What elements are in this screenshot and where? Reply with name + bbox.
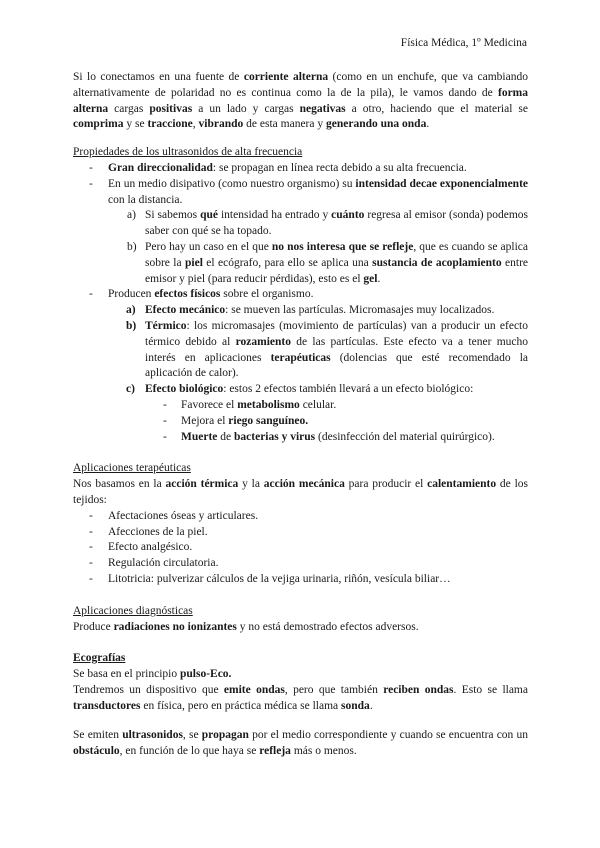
list-item: b) Térmico: los micromasajes (movimiento de partículas) van a producir un efecto térmico debido al rozamiento de las partículas. Este efecto va a tener mucho interés en aplicaciones terapéuticas (dolencias que esté recomendado la aplicación de calor).	[126, 319, 528, 380]
list-item: - Afecciones de la piel.	[73, 525, 528, 541]
list-item: - Favorece el metabolismo celular.	[73, 398, 528, 414]
list-item: c) Efecto biológico: estos 2 efectos también llevará a un efecto biológico:	[73, 382, 528, 398]
list-item: - Regulación circulatoria.	[73, 556, 528, 572]
list-item: - Efecto analgésico.	[73, 540, 528, 556]
letter-marker: b)	[127, 240, 137, 253]
ecografias-paragraph: Tendremos un dispositivo que emite ondas, pero que también reciben ondas. Esto se llama transductores en física, pero en práctica médica se llama sonda.	[73, 683, 528, 712]
terapeuticas-paragraph: Nos basamos en la acción térmica y la acción mecánica para producir el calentamiento de los tejidos:	[73, 478, 528, 506]
paragraph-spacer	[73, 714, 528, 728]
section-title-terapeuticas: Aplicaciones terapéuticas	[73, 462, 191, 475]
section-title-propiedades: Propiedades de los ultrasonidos de alta frecuencia	[73, 146, 303, 159]
intro-paragraph: Si lo conectamos en una fuente de corriente alterna (como en un enchufe, que va cambiando alternativamente de polaridad no es continua como la de la pila), le vamos dando de forma alterna cargas positivas a un lado y cargas negativas a otro, haciendo que el material se comprima y se traccione, vibrando de esta manera y generando una onda.	[73, 71, 528, 131]
list-item: b) Pero hay un caso en el que no nos interesa que se refleje, que es cuando se aplica sobre la piel el ecógrafo, para ello se aplica una sustancia de acoplamiento entre emisor y piel (para reducir pérdidas), esto es el gel.	[127, 240, 529, 285]
dash-marker: -	[89, 557, 93, 570]
dash-marker: -	[89, 161, 93, 174]
letter-marker: b)	[126, 319, 137, 332]
dash-marker: -	[89, 525, 93, 538]
list-item: a) Efecto mecánico: se mueven las partículas. Micromasajes muy localizados.	[73, 303, 528, 319]
list-item: - Gran direccionalidad: se propagan en línea recta debido a su alta frecuencia.	[73, 161, 528, 177]
document-body	[73, 70, 528, 760]
letter-marker: c)	[126, 383, 135, 396]
list-item: - Litotricia: pulverizar cálculos de la vejiga urinaria, riñón, vesícula biliar…	[73, 572, 528, 588]
ecografias-paragraph: Se basa en el principio pulso-Eco.	[73, 668, 232, 681]
section-title-ecografias: Ecografías	[73, 652, 126, 665]
dash-marker: -	[163, 398, 167, 411]
letter-marker: a)	[126, 304, 136, 317]
dash-marker: -	[163, 414, 167, 427]
section-title-diagnosticas: Aplicaciones diagnósticas	[73, 604, 193, 617]
list-item: - Afectaciones óseas y articulares.	[73, 509, 528, 525]
dash-marker: -	[89, 288, 93, 301]
ecografias-paragraph: Se emiten ultrasonidos, se propagan por el medio correspondiente y cuando se encuentra con un obstáculo, en función de lo que haya se refleja más o menos.	[73, 729, 528, 758]
diagnosticas-paragraph: Produce radiaciones no ionizantes y no está demostrado efectos adversos.	[73, 620, 419, 633]
list-item: a) Si sabemos qué intensidad ha entrado y cuánto regresa al emisor (sonda) podemos saber con qué se ha topado.	[127, 209, 529, 238]
dash-marker: -	[89, 541, 93, 554]
dash-marker: -	[163, 430, 167, 443]
list-item: - Mejora el riego sanguíneo.	[73, 414, 528, 430]
dash-marker: -	[89, 572, 93, 585]
list-item: - Producen efectos físicos sobre el organismo.	[73, 287, 528, 303]
page-header: Física Médica, 1º Medicina	[400, 37, 527, 49]
dash-marker: -	[89, 509, 93, 522]
dash-marker: -	[89, 177, 93, 190]
list-item: - En un medio disipativo (como nuestro organismo) su intensidad decae exponencialmente con la distancia.	[89, 177, 528, 206]
list-item: - Muerte de bacterias y virus (desinfección del material quirúrgico).	[73, 430, 528, 446]
letter-marker: a)	[127, 209, 136, 222]
